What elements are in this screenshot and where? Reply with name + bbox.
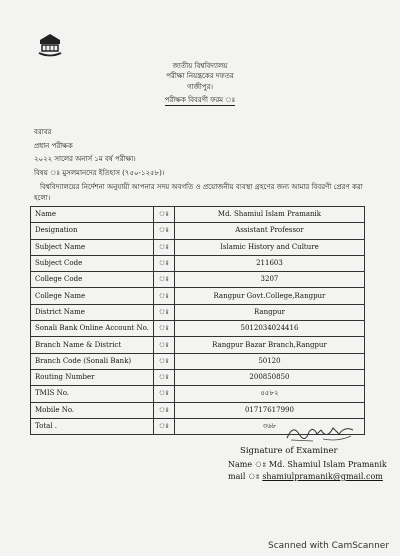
- form-title-text: পরীক্ষক বিবরণী ফরম ঃ: [164, 96, 236, 104]
- row-colon: ঃ: [153, 255, 174, 271]
- university-name: জাতীয় বিশ্ববিদ্যালয়: [172, 62, 228, 70]
- row-value: 50120: [174, 353, 364, 369]
- table-row: [31, 239, 365, 255]
- table-row: [31, 386, 365, 402]
- table-row: [31, 272, 365, 288]
- university-logo-icon: [36, 30, 64, 58]
- office-name: পরীক্ষা নিয়ন্ত্রকের দফতর: [166, 72, 234, 80]
- form-title: [0, 96, 400, 105]
- row-value: 211603: [174, 255, 364, 271]
- body-line-1: বিশ্ববিদ্যালয়ের নির্দেশনা অনুযায়ী আপনার সদয় অবগতি ও প্রয়োজনীয় ব্যবস্থা গ্রহণের জন্য আমার বিবরণী প্রেরণ করা: [40, 183, 363, 191]
- row-colon: ঃ: [153, 239, 174, 255]
- row-colon: ঃ: [153, 386, 174, 402]
- signature-title: Signature of Examiner: [240, 446, 338, 456]
- row-label: Branch Name & District: [31, 337, 154, 353]
- row-colon: ঃ: [153, 223, 174, 239]
- row-label: District Name: [31, 304, 154, 320]
- table-row: [31, 223, 365, 239]
- table-row: [31, 304, 365, 320]
- row-colon: ঃ: [153, 418, 174, 434]
- row-label: College Name: [31, 288, 154, 304]
- row-label: Name: [31, 207, 154, 223]
- row-colon: ঃ: [153, 321, 174, 337]
- examiner-mail: [228, 472, 383, 482]
- table-row: [31, 321, 365, 337]
- row-label: Mobile No.: [31, 402, 154, 418]
- table-row: [31, 369, 365, 385]
- row-value: 5012034024416: [174, 321, 364, 337]
- table-row: [31, 353, 365, 369]
- row-value: 3207: [174, 272, 364, 288]
- handwritten-signature-icon: [283, 420, 357, 446]
- row-value: 01717617990: [174, 402, 364, 418]
- row-value: Rangpur Govt.College,Rangpur: [174, 288, 364, 304]
- row-label: Designation: [31, 223, 154, 239]
- row-value: Md. Shamiul Islam Pramanik: [174, 207, 364, 223]
- scanner-watermark: Scanned with CamScanner: [268, 541, 390, 551]
- row-value: ৩৬৮: [174, 418, 364, 434]
- row-label: College Code: [31, 272, 154, 288]
- office-location: গাজীপুর।: [187, 83, 213, 91]
- row-colon: ঃ: [153, 369, 174, 385]
- row-value: Rangpur: [174, 304, 364, 320]
- row-value: Islamic History and Culture: [174, 239, 364, 255]
- table-row: [31, 402, 365, 418]
- letter-to: বরাবর: [34, 128, 52, 136]
- row-label: Branch Code (Sonali Bank): [31, 353, 154, 369]
- row-colon: ঃ: [153, 272, 174, 288]
- body-line-2: হলো।: [34, 194, 51, 202]
- row-value: 200850850: [174, 369, 364, 385]
- row-value: Assistant Professor: [174, 223, 364, 239]
- subject-line: বিষয় ঃ মুসলমানদের ইতিহাস (৭৫০-১২৫৮)।: [34, 169, 165, 177]
- row-label: TMIS No.: [31, 386, 154, 402]
- email-link[interactable]: shamiulpramanik@gmail.com: [262, 472, 383, 481]
- examiner-info-table: [30, 206, 365, 435]
- row-label: Total .: [31, 418, 154, 434]
- row-value: ৫৫৮২: [174, 386, 364, 402]
- row-colon: ঃ: [153, 304, 174, 320]
- row-label: Subject Code: [31, 255, 154, 271]
- row-label: Sonali Bank Online Account No.: [31, 321, 154, 337]
- examiner-name: Name ঃ Md. Shamiul Islam Pramanik: [228, 460, 387, 469]
- table-row: [31, 255, 365, 271]
- row-colon: ঃ: [153, 353, 174, 369]
- mail-label: mail ঃ: [228, 472, 263, 481]
- row-colon: ঃ: [153, 288, 174, 304]
- row-label: Subject Name: [31, 239, 154, 255]
- row-value: Rangpur Bazar Branch,Rangpur: [174, 337, 364, 353]
- row-colon: ঃ: [153, 337, 174, 353]
- letter-recipient: প্রধান পরীক্ষক: [34, 142, 73, 150]
- row-label: Routing Number: [31, 369, 154, 385]
- table-row: [31, 337, 365, 353]
- row-colon: ঃ: [153, 207, 174, 223]
- table-row: [31, 288, 365, 304]
- exam-line: ২০২২ সালের অনার্স ১ম বর্ষ পরীক্ষা।: [34, 155, 136, 163]
- row-colon: ঃ: [153, 402, 174, 418]
- table-row: [31, 207, 365, 223]
